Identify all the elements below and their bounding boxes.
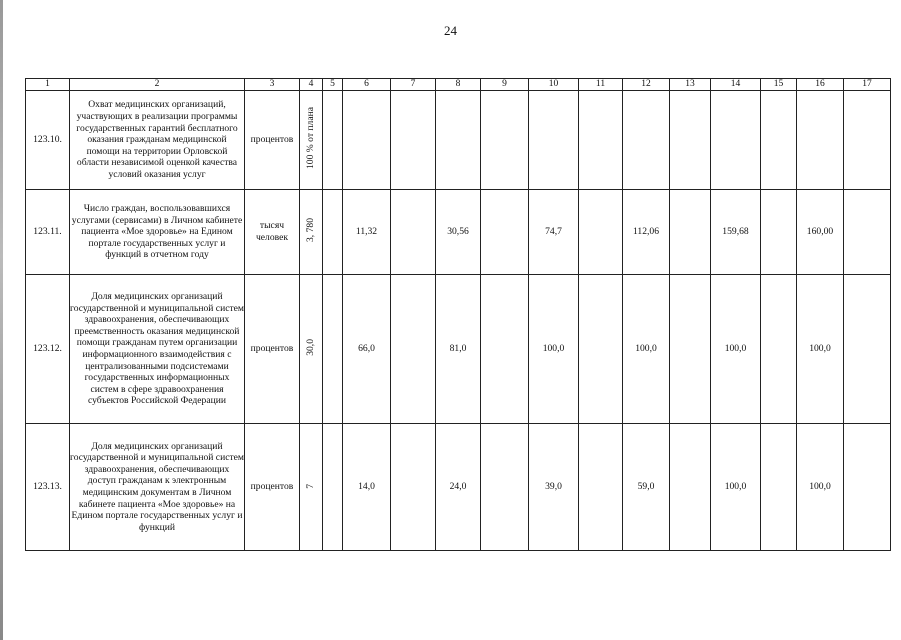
value-cell bbox=[623, 91, 670, 190]
value-cell bbox=[761, 91, 797, 190]
value-cell bbox=[481, 190, 529, 275]
table-row bbox=[26, 424, 891, 551]
value-cell bbox=[529, 91, 579, 190]
column-number-cell: 17 bbox=[844, 79, 891, 91]
column-numbers-row bbox=[26, 79, 891, 91]
value-cell bbox=[579, 190, 623, 275]
column-number-cell: 14 bbox=[711, 79, 761, 91]
value-cell: 159,68 bbox=[711, 190, 761, 275]
base-value-cell bbox=[300, 424, 323, 551]
value-cell: 100,0 bbox=[797, 275, 844, 424]
indicator-name: Охват медицинских организаций, участвующих в реализации программы государственных гарантий бесплатного оказания гражданам медицинской помощи на территории Орловской области независимой оценкой качества условий оказания услуг bbox=[70, 91, 245, 190]
value-cell bbox=[391, 424, 436, 551]
base-value: 3, 780 bbox=[305, 218, 316, 242]
value-cell: 66,0 bbox=[343, 275, 391, 424]
value-cell bbox=[844, 190, 891, 275]
indicator-name: Число граждан, воспользовавшихся услугами (сервисами) в Личном кабинете пациента «Мое здоровье» на Едином портале государственных услуг и функций в отчетном году bbox=[70, 190, 245, 275]
column-number-cell: 7 bbox=[391, 79, 436, 91]
indicator-code: 123.13. bbox=[26, 424, 70, 551]
base-value-cell bbox=[300, 190, 323, 275]
value-cell bbox=[670, 275, 711, 424]
column-number-cell: 3 bbox=[245, 79, 300, 91]
empty-cell bbox=[323, 91, 343, 190]
base-value-cell bbox=[300, 275, 323, 424]
value-cell bbox=[761, 190, 797, 275]
value-cell bbox=[711, 91, 761, 190]
value-cell bbox=[761, 275, 797, 424]
value-cell bbox=[844, 91, 891, 190]
indicator-code: 123.10. bbox=[26, 91, 70, 190]
empty-cell bbox=[323, 424, 343, 551]
column-number-cell: 15 bbox=[761, 79, 797, 91]
value-cell: 30,56 bbox=[436, 190, 481, 275]
value-cell: 100,0 bbox=[711, 275, 761, 424]
base-value: 7 bbox=[305, 484, 316, 489]
column-number-cell: 16 bbox=[797, 79, 844, 91]
value-cell: 39,0 bbox=[529, 424, 579, 551]
empty-cell bbox=[323, 275, 343, 424]
value-cell bbox=[844, 424, 891, 551]
value-cell: 100,0 bbox=[623, 275, 670, 424]
column-number-cell: 9 bbox=[481, 79, 529, 91]
value-cell bbox=[436, 91, 481, 190]
value-cell bbox=[391, 275, 436, 424]
column-number-cell: 12 bbox=[623, 79, 670, 91]
value-cell bbox=[579, 424, 623, 551]
value-cell bbox=[670, 91, 711, 190]
value-cell bbox=[844, 275, 891, 424]
empty-cell bbox=[323, 190, 343, 275]
column-number-cell: 1 bbox=[26, 79, 70, 91]
value-cell: 81,0 bbox=[436, 275, 481, 424]
value-cell bbox=[481, 91, 529, 190]
value-cell bbox=[797, 91, 844, 190]
indicator-name: Доля медицинских организаций государственной и муниципальной систем здравоохранения, обеспечивающих преемственность оказания медицинской помощи гражданам путем организации информационного взаимодействия с централизованными подсистемами государственных информационных систем в сфере здравоохранения субъектов Российской Федерации bbox=[70, 275, 245, 424]
indicator-code: 123.11. bbox=[26, 190, 70, 275]
column-number-cell: 6 bbox=[343, 79, 391, 91]
column-number-cell: 11 bbox=[579, 79, 623, 91]
column-number-cell: 4 bbox=[300, 79, 323, 91]
page-number: 24 bbox=[444, 23, 457, 38]
indicator-name: Доля медицинских организаций государственной и муниципальной систем здравоохранения, обеспечивающих доступ гражданам к электронным медицинским документам в Личном кабинете пациента «Мое здоровье» на Едином портале государственных услуг и функций bbox=[70, 424, 245, 551]
value-cell: 112,06 bbox=[623, 190, 670, 275]
value-cell: 11,32 bbox=[343, 190, 391, 275]
column-number-cell: 5 bbox=[323, 79, 343, 91]
value-cell: 24,0 bbox=[436, 424, 481, 551]
unit-of-measure: процентов bbox=[245, 424, 300, 551]
value-cell bbox=[481, 275, 529, 424]
unit-of-measure: процентов bbox=[245, 275, 300, 424]
unit-of-measure: тысяч человек bbox=[245, 190, 300, 275]
table-row bbox=[26, 91, 891, 190]
value-cell bbox=[391, 91, 436, 190]
column-number-cell: 8 bbox=[436, 79, 481, 91]
base-value-cell bbox=[300, 91, 323, 190]
value-cell: 59,0 bbox=[623, 424, 670, 551]
value-cell: 100,0 bbox=[797, 424, 844, 551]
value-cell bbox=[343, 91, 391, 190]
value-cell bbox=[579, 275, 623, 424]
value-cell: 100,0 bbox=[711, 424, 761, 551]
indicator-code: 123.12. bbox=[26, 275, 70, 424]
value-cell: 14,0 bbox=[343, 424, 391, 551]
base-value: 30,0 bbox=[305, 338, 316, 356]
scan-edge bbox=[0, 0, 3, 640]
indicators-table bbox=[25, 78, 891, 551]
table-row bbox=[26, 190, 891, 275]
value-cell bbox=[670, 190, 711, 275]
value-cell: 100,0 bbox=[529, 275, 579, 424]
column-number-cell: 10 bbox=[529, 79, 579, 91]
table-row bbox=[26, 275, 891, 424]
value-cell: 160,00 bbox=[797, 190, 844, 275]
value-cell bbox=[391, 190, 436, 275]
value-cell: 74,7 bbox=[529, 190, 579, 275]
value-cell bbox=[579, 91, 623, 190]
column-number-cell: 13 bbox=[670, 79, 711, 91]
value-cell bbox=[761, 424, 797, 551]
column-number-cell: 2 bbox=[70, 79, 245, 91]
value-cell bbox=[670, 424, 711, 551]
base-value: 100 % от плана bbox=[305, 106, 316, 169]
value-cell bbox=[481, 424, 529, 551]
unit-of-measure: процентов bbox=[245, 91, 300, 190]
